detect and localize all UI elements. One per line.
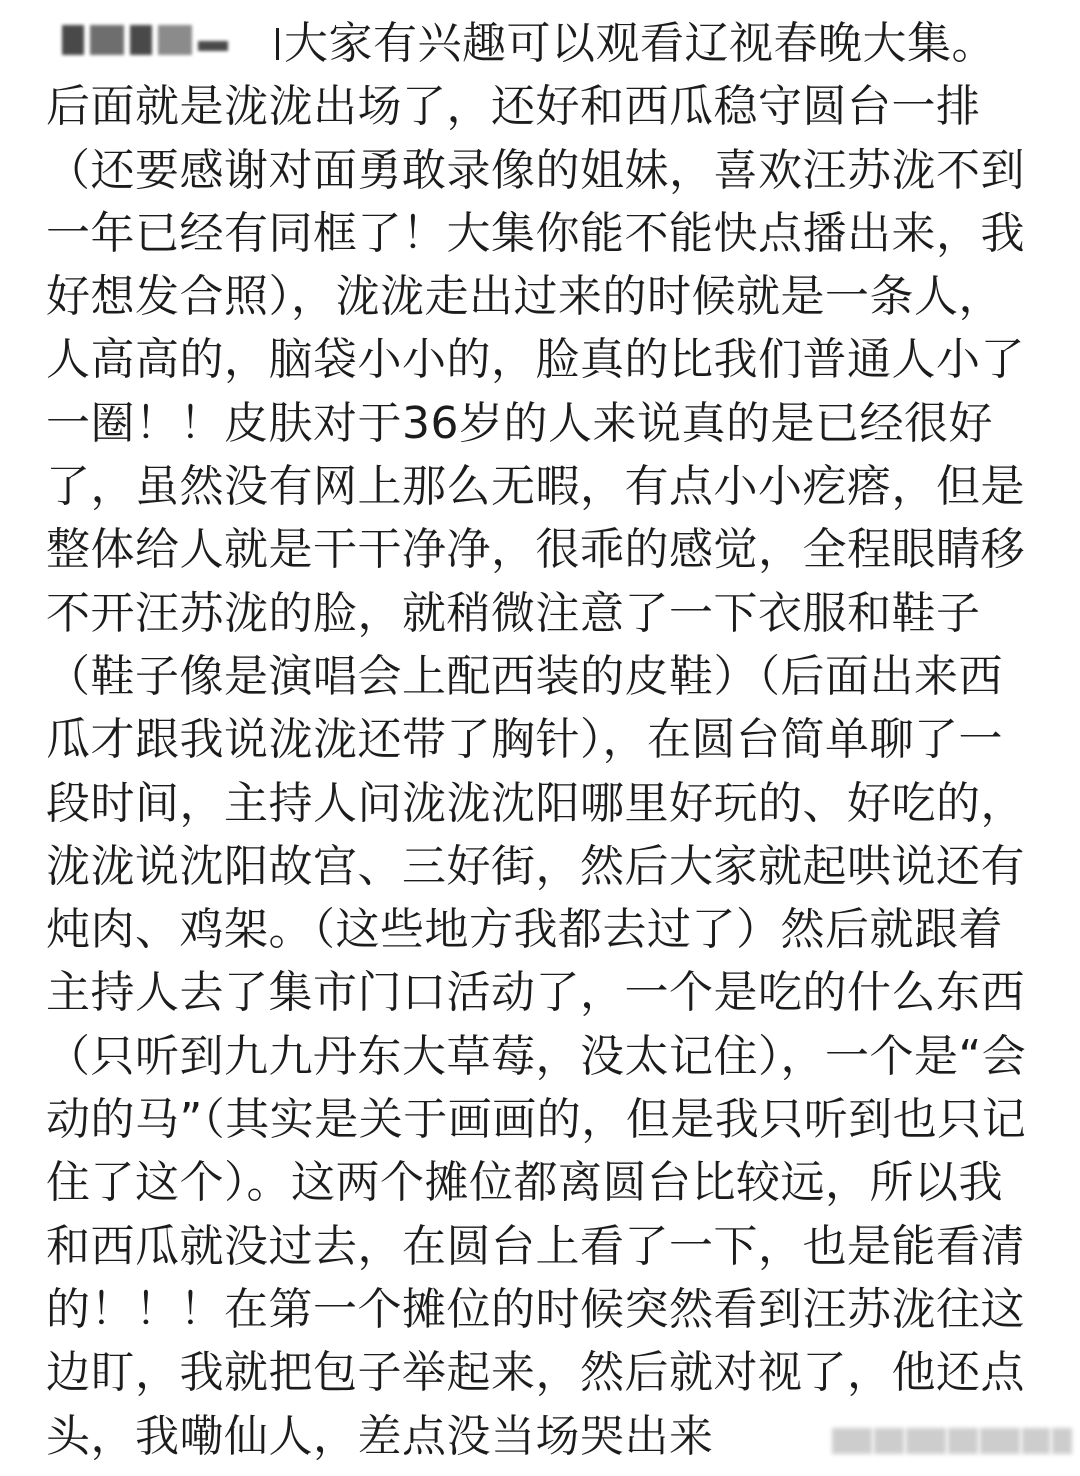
watermark-blurred: [832, 1424, 1072, 1458]
watermark-block: [874, 1428, 904, 1454]
watermark-block: [948, 1428, 978, 1454]
watermark-block: [1052, 1428, 1072, 1454]
post-body-text: 后面就是泷泷出场了，还好和西瓜稳守圆台一排（还要感谢对面勇敢录像的姐妹，喜欢汪苏泷不到一年已经有同框了！大集你能不能快点播出来，我好想发合照），泷泷走出过来的时候就是一条人，人高高的，脑袋小小的，脸真的比我们普通人小了一圈！！皮肤对于36岁的人来说真的是已经很好了，虽然没有网上那么无暇，有点小小疙瘩，但是整体给人就是干干净净，很乖的感觉，全程眼睛移不开汪苏泷的脸，就稍微注意了一下衣服和鞋子（鞋子像是演唱会上配西装的皮鞋）（后面出来西瓜才跟我说泷泷还带了胸针），在圆台简单聊了一段时间，主持人问泷泷沈阳哪里好玩的、好吃的，泷泷说沈阳故宫、三好街，然后大家就起哄说还有炖肉、鸡架。（这些地方我都去过了）然后就跟着主持人去了集市门口活动了，一个是吃的什么东西（只听到九九丹东大草莓，没太记住），一个是“会动的马”（其实是关于画画的，但是我只听到也只记住了这个）。这两个摊位都离圆台比较远，所以我和西瓜就没过去，在圆台上看了一下，也是能看清的！！！在第一个摊位的时候突然看到汪苏泷往这边盯，我就把包子举起来，然后就对视了，他还点头，我嘞仙人，差点没当场哭出来: [46, 81, 1027, 1462]
post-body: [46, 12, 1041, 1468]
watermark-block: [980, 1428, 1020, 1454]
watermark-block: [906, 1428, 946, 1454]
watermark-block: [832, 1428, 872, 1454]
post-first-line: 大家有兴趣可以观看辽视春晚大集。: [284, 18, 996, 69]
watermark-block: [1022, 1428, 1050, 1454]
